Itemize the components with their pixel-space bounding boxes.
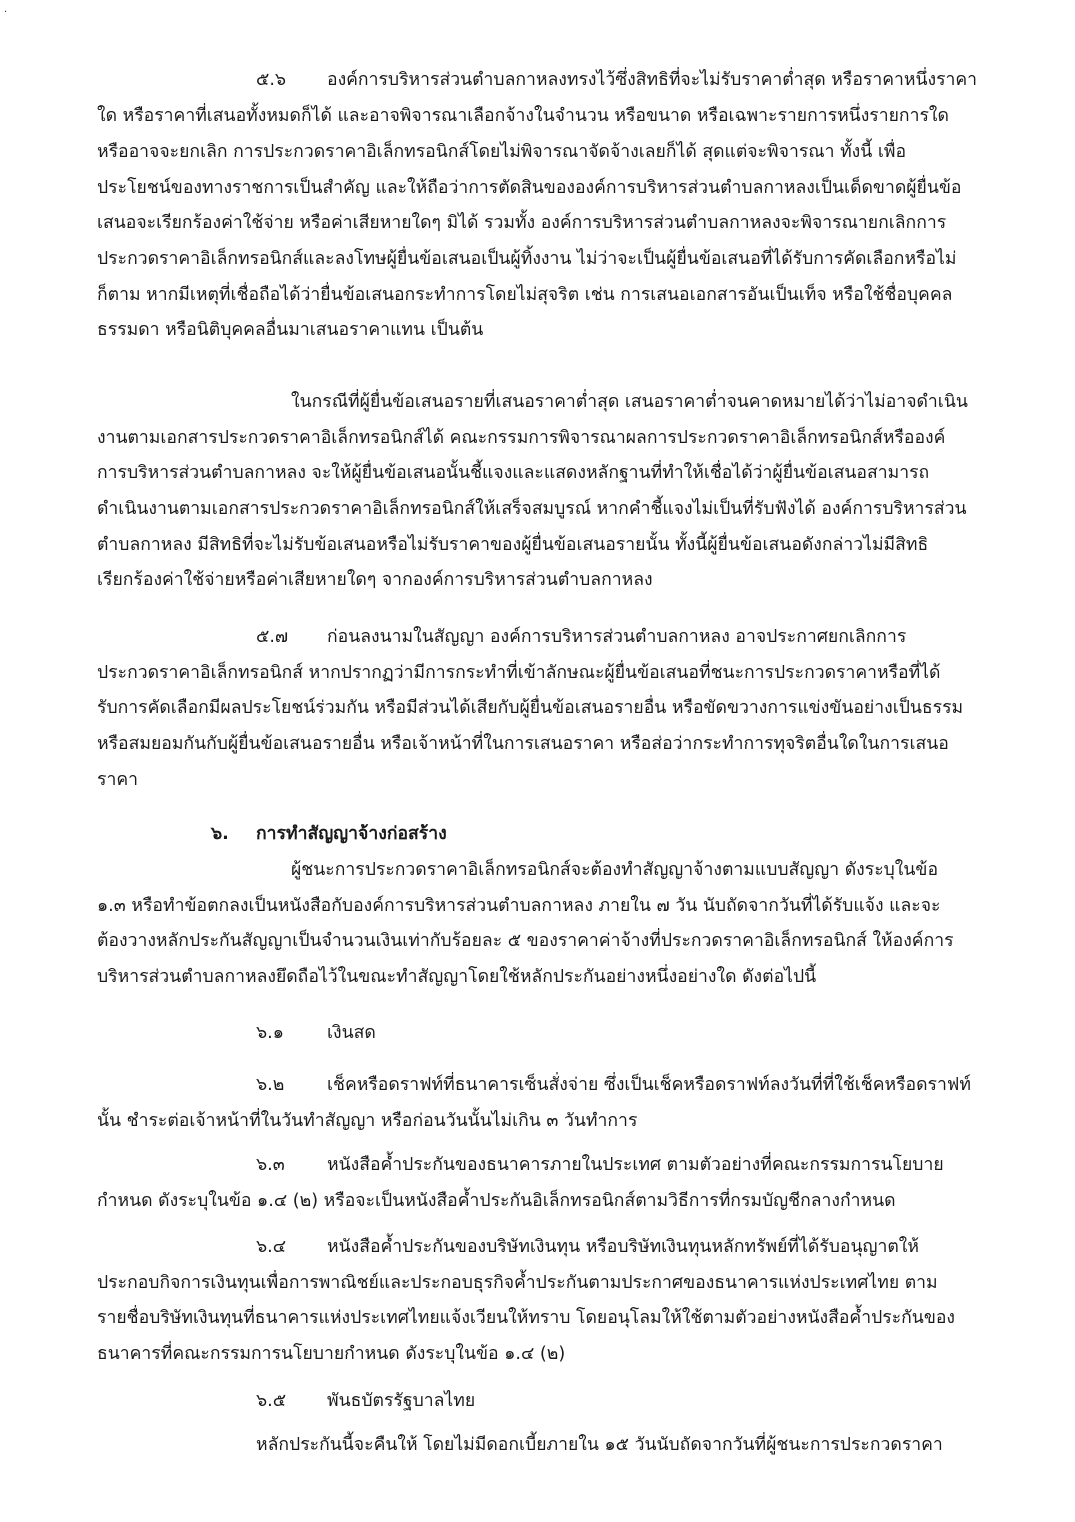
text-line: รายชื่อบริษัทเงินทุนที่ธนาคารแห่งประเทศไทยแจ้งเวียนให้ทราบ โดยอนุโลมให้ใช้ตามตัวอย่างหนังสือค้ำประกันของ — [97, 1308, 956, 1328]
text-line: ประกวดราคาอิเล็กทรอนิกส์ หากปรากฏว่ามีการกระทำที่เข้าลักษณะผู้ยื่นข้อเสนอที่ชนะการประกวดราคาหรือที่ได้ — [97, 663, 941, 683]
text-line: ๑.๓ หรือทำข้อตกลงเป็นหนังสือกับองค์การบริหารส่วนตำบลกาหลง ภายใน ๗ วัน นับถัดจากวันที่ได้รับแจ้ง และจะ — [97, 896, 941, 916]
text-line: ประกวดราคาอิเล็กทรอนิกส์และลงโทษผู้ยื่นข้อเสนอเป็นผู้ทิ้งงาน ไม่ว่าจะเป็นผู้ยื่นข้อเสนอที่ได้รับการคัดเลือกหรือไม่ — [97, 249, 957, 269]
clause-number: ๕.๗ — [256, 627, 289, 647]
scan-mark: · — [4, 7, 8, 18]
text-line: เงินสด — [327, 1023, 376, 1043]
text-line: ประโยชน์ของทางราชการเป็นสำคัญ และให้ถือว่าการตัดสินขององค์การบริหารส่วนตำบลกาหลงเป็นเด็ดขาดผู้ยื่นข้อ — [97, 178, 962, 198]
text-line: นั้น ชำระต่อเจ้าหน้าที่ในวันทำสัญญา หรือก่อนวันนั้นไม่เกิน ๓ วันทำการ — [97, 1111, 638, 1131]
text-line: ดำเนินงานตามเอกสารประกวดราคาอิเล็กทรอนิกส์ให้เสร็จสมบูรณ์ หากคำชี้แจงไม่เป็นที่รับฟังได้ องค์การบริหารส่วน — [97, 499, 967, 519]
text-line: ในกรณีที่ผู้ยื่นข้อเสนอรายที่เสนอราคาต่ำสุด เสนอราคาต่ำจนคาดหมายได้ว่าไม่อาจดำเนิน — [291, 392, 968, 412]
text-line: พันธบัตรรัฐบาลไทย — [327, 1391, 476, 1411]
text-line: หนังสือค้ำประกันของธนาคารภายในประเทศ ตามตัวอย่างที่คณะกรรมการนโยบาย — [327, 1155, 944, 1175]
text-line: องค์การบริหารส่วนตำบลกาหลงทรงไว้ซึ่งสิทธิที่จะไม่รับราคาต่ำสุด หรือราคาหนึ่งราคา — [327, 70, 978, 90]
text-line: ผู้ชนะการประกวดราคาอิเล็กทรอนิกส์จะต้องทำสัญญาจ้างตามแบบสัญญา ดังระบุในข้อ — [291, 860, 939, 880]
clause-number: ๕.๖ — [256, 70, 287, 90]
clause-number: ๖.๕ — [256, 1391, 287, 1411]
text-line: ก่อนลงนามในสัญญา องค์การบริหารส่วนตำบลกาหลง อาจประกาศยกเลิกการ — [327, 627, 907, 647]
text-line: เช็คหรือดราฟท์ที่ธนาคารเซ็นสั่งจ่าย ซึ่งเป็นเช็คหรือดราฟท์ลงวันที่ที่ใช้เช็คหรือดราฟท์ — [327, 1075, 971, 1095]
text-line: ประกอบกิจการเงินทุนเพื่อการพาณิชย์และประกอบธุรกิจค้ำประกันตามประกาศของธนาคารแห่งประเทศไทย ตาม — [97, 1273, 938, 1293]
text-line: ธนาคารที่คณะกรรมการนโยบายกำหนด ดังระบุในข้อ ๑.๔ (๒) — [97, 1344, 566, 1364]
text-line: บริหารส่วนตำบลกาหลงยึดถือไว้ในขณะทำสัญญาโดยใช้หลักประกันอย่างหนึ่งอย่างใด ดังต่อไปนี้ — [97, 967, 817, 987]
text-line: งานตามเอกสารประกวดราคาอิเล็กทรอนิกส์ได้ คณะกรรมการพิจารณาผลการประกวดราคาอิเล็กทรอนิกส์หรือองค์ — [97, 428, 946, 448]
section-title: การทำสัญญาจ้างก่อสร้าง — [256, 824, 447, 844]
text-line: ก็ตาม หากมีเหตุที่เชื่อถือได้ว่ายื่นข้อเสนอกระทำการโดยไม่สุจริต เช่น การเสนอเอกสารอันเป็นเท็จ หรือใช้ชื่อบุคคล — [97, 285, 953, 305]
clause-number: ๖.๒ — [256, 1075, 285, 1095]
text-line: หรือสมยอมกันกับผู้ยื่นข้อเสนอรายอื่น หรือเจ้าหน้าที่ในการเสนอราคา หรือส่อว่ากระทำการทุจริตอื่นใดในการเสนอ — [97, 734, 949, 754]
clause-number: ๖.๔ — [256, 1237, 287, 1257]
text-line: ราคา — [97, 770, 138, 790]
clause-number: ๖.๓ — [256, 1155, 285, 1175]
section-number: ๖. — [211, 824, 229, 844]
text-line: ตำบลกาหลง มีสิทธิที่จะไม่รับข้อเสนอหรือไม่รับราคาของผู้ยื่นข้อเสนอรายนั้น ทั้งนี้ผู้ยื่นข้อเสนอดังกล่าวไม่มีสิทธิ — [97, 535, 929, 555]
text-line: หรืออาจจะยกเลิก การประกวดราคาอิเล็กทรอนิกส์โดยไม่พิจารณาจัดจ้างเลยก็ได้ สุดแต่จะพิจารณา ทั้งนี้ เพื่อ — [97, 142, 907, 162]
text-line: ธรรมดา หรือนิติบุคคลอื่นมาเสนอราคาแทน เป็นต้น — [97, 320, 484, 340]
text-line: การบริหารส่วนตำบลกาหลง จะให้ผู้ยื่นข้อเสนอนั้นชี้แจงและแสดงหลักฐานที่ทำให้เชื่อได้ว่าผู้ยื่นข้อเสนอสามารถ — [97, 463, 930, 483]
text-line: เรียกร้องค่าใช้จ่ายหรือค่าเสียหายใดๆ จากองค์การบริหารส่วนตำบลกาหลง — [97, 570, 653, 590]
clause-number: ๖.๑ — [256, 1023, 284, 1043]
text-line: กำหนด ดังระบุในข้อ ๑.๔ (๒) หรือจะเป็นหนังสือค้ำประกันอิเล็กทรอนิกส์ตามวิธีการที่กรมบัญชีกลางกำหนด — [97, 1191, 896, 1211]
text-line: หลักประกันนี้จะคืนให้ โดยไม่มีดอกเบี้ยภายใน ๑๕ วันนับถัดจากวันที่ผู้ชนะการประกวดราคา — [256, 1435, 943, 1455]
text-line: ต้องวางหลักประกันสัญญาเป็นจำนวนเงินเท่ากับร้อยละ ๕ ของราคาค่าจ้างที่ประกวดราคาอิเล็กทรอนิกส์ ให้องค์การ — [97, 931, 954, 951]
text-line: รับการคัดเลือกมีผลประโยชน์ร่วมกัน หรือมีส่วนได้เสียกับผู้ยื่นข้อเสนอรายอื่น หรือขัดขวางการแข่งขันอย่างเป็นธรรม — [97, 698, 964, 718]
text-line: ใด หรือราคาที่เสนอทั้งหมดก็ได้ และอาจพิจารณาเลือกจ้างในจำนวน หรือขนาด หรือเฉพาะรายการหนึ่งรายการใด — [97, 106, 949, 126]
text-line: หนังสือค้ำประกันของบริษัทเงินทุน หรือบริษัทเงินทุนหลักทรัพย์ที่ได้รับอนุญาตให้ — [327, 1237, 919, 1257]
text-line: เสนอจะเรียกร้องค่าใช้จ่าย หรือค่าเสียหายใดๆ มิได้ รวมทั้ง องค์การบริหารส่วนตำบลกาหลงจะพิจารณายกเลิกการ — [97, 213, 947, 233]
